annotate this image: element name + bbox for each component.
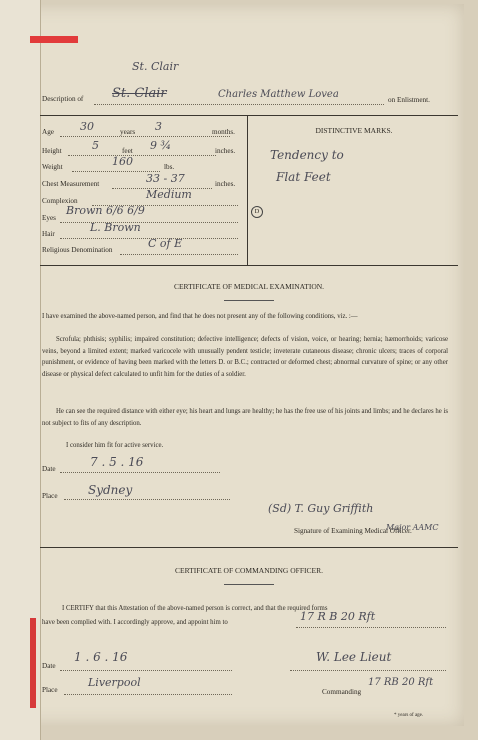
hair-label: Hair <box>42 230 55 238</box>
chest-label: Chest Measurement <box>42 180 100 188</box>
lbs-label: lbs. <box>164 163 175 171</box>
medical-date-value: 7 . 5 . 16 <box>90 455 144 469</box>
commanding-certificate-title: CERTIFICATE OF COMMANDING OFFICER. <box>175 566 323 575</box>
height-inches: 9 ¾ <box>150 139 172 152</box>
complexion-label: Complexion <box>42 197 78 205</box>
medical-bottom-rule <box>40 547 458 548</box>
eyes-label: Eyes <box>42 214 56 222</box>
height-line <box>68 155 216 156</box>
commanding-unit-value: 17 RB 20 Rft <box>368 677 434 688</box>
medical-conditions-text: Scrofula; phthisis; syphilis; impaired constitution; defective intelligence; defects of vision, voice, or hearing; hernia; hæmorrhoids; varicose veins, beyond a limited extent; marked varicocele with unusually pendent testicle; inveterate cutaneous disease; chronic ulcers; traces of corporal punishment, or evidence of having been marked with the letters D. or B.C.; contracted or deformed chest; abnormal curvature of spine; or any other disease or physical defect calculated to unfit him for the duties of a soldier. <box>42 336 448 378</box>
column-divider <box>247 115 248 265</box>
medical-place-value: Sydney <box>88 483 133 497</box>
months-label: months. <box>212 128 235 136</box>
commanding-signature-line <box>290 670 446 671</box>
distinctive-marks-title: DISTINCTIVE MARKS. <box>315 126 393 135</box>
commanding-date-line <box>60 670 232 671</box>
fullname-handwritten: Charles Matthew Lovea <box>218 89 339 100</box>
name-handwritten: St. Clair <box>112 86 167 101</box>
commanding-place-label: Place <box>42 686 58 694</box>
commanding-place-value: Liverpool <box>88 676 141 689</box>
weight-value: 160 <box>112 155 133 168</box>
commanding-approve-text: have been complied with. I accordingly approve, and appoint him to <box>42 619 228 626</box>
medical-signature-label: Signature of Examining Medical Officer. <box>294 527 412 535</box>
medical-officer-rank: Major AAMC <box>386 523 439 532</box>
complexion-value: Medium <box>146 188 192 201</box>
corner-footnote: * years of age. <box>394 713 424 718</box>
red-tab-marker <box>30 36 78 43</box>
on-enlistment-label: on Enlistment. <box>388 96 430 104</box>
hair-value: L. Brown <box>90 221 141 234</box>
weight-label: Weight <box>42 163 63 171</box>
age-months: 3 <box>155 120 162 133</box>
description-label: Description of <box>42 95 84 103</box>
appointment-line <box>296 627 446 628</box>
medical-place-line <box>64 499 230 500</box>
distinctive-marks-line1: Tendency to <box>270 148 344 162</box>
medical-officer-signature: (Sd) T. Guy Griffith <box>268 502 374 515</box>
eyes-line <box>60 222 238 223</box>
age-label: Age <box>42 128 54 136</box>
commanding-date-label: Date <box>42 662 56 670</box>
commanding-date-value: 1 . 6 . 16 <box>74 650 128 664</box>
commanding-place-line <box>64 694 232 695</box>
medical-fit-text: I consider him fit for active service. <box>66 442 164 449</box>
medical-date-line <box>60 472 220 473</box>
name-line <box>94 104 384 105</box>
surname-annotation: St. Clair <box>132 60 179 73</box>
medical-vision-text: He can see the required distance with either eye; his heart and lungs are healthy; he has the free use of his joints and limbs; and he declares he is not subject to fits of any description. <box>42 408 449 427</box>
height-feet: 5 <box>92 139 99 152</box>
religion-value: C of E <box>148 237 183 250</box>
chest-inches-label: inches. <box>215 180 236 188</box>
distinctive-marks-line2: Flat Feet <box>276 170 331 184</box>
description-bottom-rule <box>40 265 458 266</box>
inches-label: inches. <box>215 147 236 155</box>
commanding-label: Commanding <box>322 688 362 696</box>
religion-line <box>120 254 238 255</box>
commanding-title-underline <box>224 584 274 585</box>
medical-title-underline <box>224 300 274 301</box>
years-label: years <box>120 128 136 136</box>
age-line <box>60 136 230 137</box>
commanding-officer-signature: W. Lee Lieut <box>316 650 392 664</box>
age-years: 30 <box>80 120 94 133</box>
medical-certificate-title: CERTIFICATE OF MEDICAL EXAMINATION. <box>173 282 325 291</box>
religion-label: Religious Denomination <box>42 246 113 254</box>
eyes-value: Brown 6/6 6/9 <box>66 204 145 217</box>
feet-label: feet <box>122 147 133 155</box>
medical-intro-text: I have examined the above-named person, and find that he does not present any of the following conditions, viz. :— <box>42 313 358 320</box>
header-rule <box>40 115 458 116</box>
height-label: Height <box>42 147 62 155</box>
medical-date-label: Date <box>42 465 56 473</box>
red-edge-marker <box>30 618 36 708</box>
circled-mark: D <box>251 206 263 218</box>
medical-place-label: Place <box>42 492 58 500</box>
chest-value: 33 - 37 <box>146 172 185 185</box>
commanding-certify-text: I CERTIFY that this Attestation of the above-named person is correct, and that the required forms <box>62 605 328 612</box>
appointment-value: 17 R B 20 Rft <box>300 610 376 623</box>
